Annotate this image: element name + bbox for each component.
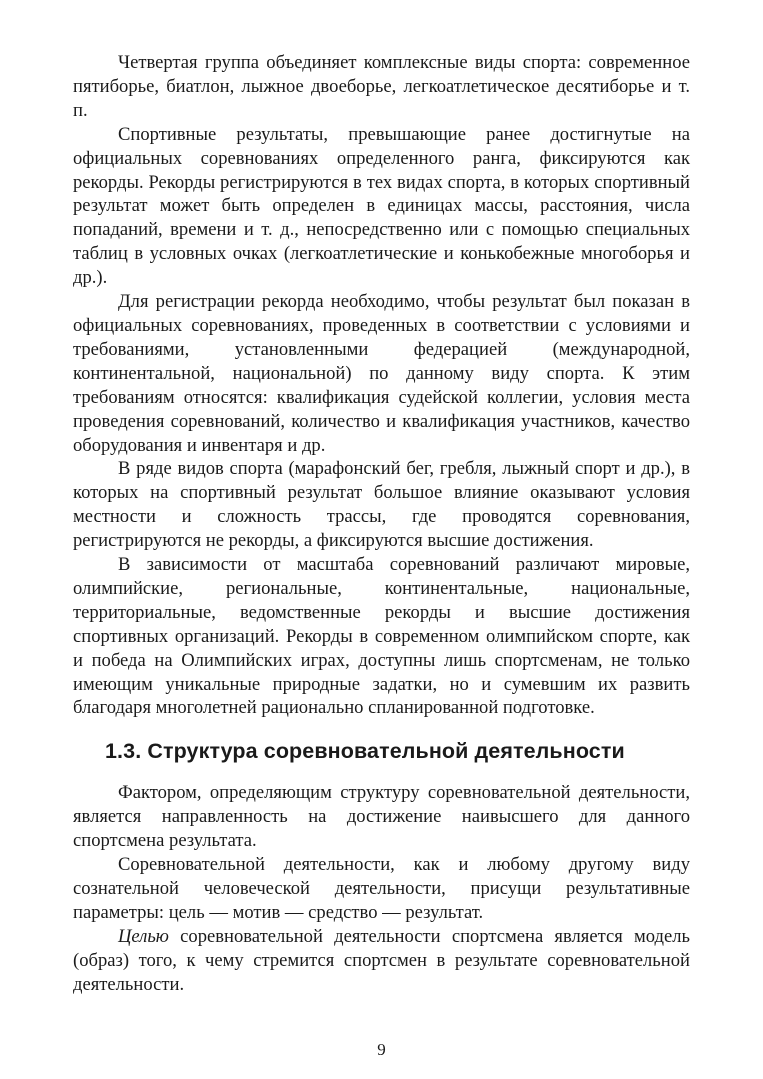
paragraph-goal — [73, 925, 690, 997]
page-number: 9 — [377, 1040, 386, 1059]
goal-emphasis: Целью — [118, 925, 169, 947]
section-heading: 1.3. Структура соревновательной деятельности — [105, 739, 625, 764]
paragraph-fourth-group: Четвертая группа объединяет комплексные виды спорта: современное пятиборье, биатлон, лыжное двоеборье, легкоатлетическое десятиборье и т. п. — [73, 52, 690, 121]
goal-text: соревновательной деятельности спортсмена является модель (образ) того, к чему стремится спортсмен в результате соревновательной деятельности. — [73, 925, 690, 995]
paragraph-sport-results: Спортивные результаты, превышающие ранее достигнутые на официальных соревнованиях определенного ранга, фиксируются как рекорды. Рекорды регистрируются в тех видах спорта, в которых спортивный результат может быть определен в единицах массы, расстояния, числа попаданий, времени и т. д., непосредственно или с помощью специальных таблиц в условных очках (легкоатлетические и конькобежные многоборья и др.). — [73, 123, 690, 289]
page-body — [73, 51, 690, 997]
paragraph-record-scale: В зависимости от масштаба соревнований различают мировые, олимпийские, региональные, континентальные, национальные, территориальные, ведомственные рекорды и высшие достижения спортивных организаций. Рекорды в современном олимпийском спорте, как и победа на Олимпийских играх, доступны лишь спортсменам, не только имеющим уникальные природные задатки, но и сумевшим их развить благодаря многолетней рационально спланированной подготовке. — [73, 554, 690, 719]
paragraph-highest-achievements: В ряде видов спорта (марафонский бег, гребля, лыжный спорт и др.), в которых на спортивный результат большое влияние оказывают условия местности и сложность трассы, где проводятся соревнования, регистрируются не рекорды, а фиксируются высшие достижения. — [73, 458, 690, 552]
paragraph-result-parameters: Соревновательной деятельности, как и любому другому виду сознательной человеческой деятельности, присущи результативные параметры: цель — мотив — средство — результат. — [73, 854, 690, 923]
paragraph-structure-factor: Фактором, определяющим структуру соревновательной деятельности, является направленность на достижение наивысшего для данного спортсмена результата. — [73, 782, 690, 852]
paragraph-record-registration: Для регистрации рекорда необходимо, чтобы результат был показан в официальных соревнованиях, проведенных в соответствии с условиями и требованиями, установленными федерацией (международной, континентальной, национальной) по данному виду спорта. К этим требованиям относятся: квалификация судейской коллегии, условия места проведения соревнований, количество и квалификация участников, качество оборудования и инвентаря и др. — [73, 291, 690, 456]
